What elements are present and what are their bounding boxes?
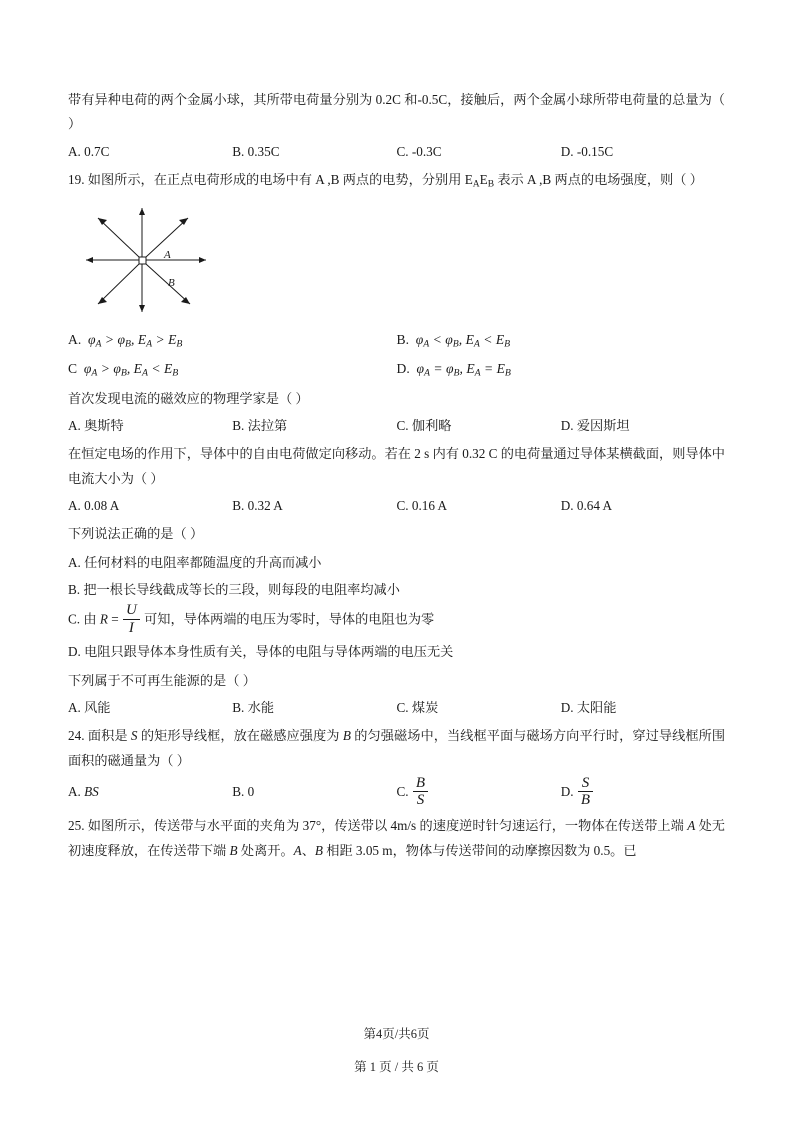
question-22 [68,522,725,664]
question-24-options [68,775,725,810]
option-a[interactable]: A. 0.08 A [68,498,120,514]
option-a[interactable]: A. 奥斯特 [68,418,124,434]
option-d[interactable]: D. $\frac{S}{B}$ [561,775,725,810]
question-25-stem: 25. 如图所示，传送带与水平面的夹角为 37°，传送带以 4m/s 的速度逆时针匀速运行，一物体在传送带上端 A 处无初速度释放，在传送带下端 B 处离开。A、B 相距 3.05 m，物体与传送带间的动摩擦因数为 0.5。已 [68,818,725,858]
question-25 [68,814,725,863]
option-d[interactable]: D. 0.64 A [560,498,613,514]
question-18 [68,88,725,164]
option-b[interactable]: B. 法拉第 [232,418,288,434]
question-22-options [68,549,725,665]
figure-label-a: A [164,248,171,261]
question-24 [68,724,725,810]
option-d[interactable]: D. -0.15C [560,143,614,159]
option-d[interactable]: D. 爱因斯坦 [560,418,630,434]
question-18-options [68,139,725,164]
option-b[interactable]: B. 0.35C [232,143,280,159]
option-c[interactable]: C. 伽利略 [396,418,452,434]
question-19 [68,168,725,383]
question-21-stem: 在恒定电场的作用下，导体中的自由电荷做定向移动。若在 2 s 内有 0.32 C 的电荷量通过导体某横截面，则导体中电流大小为（ ） [68,446,725,486]
question-19-options-row2 [68,356,725,383]
point-charge-field-diagram [68,200,725,325]
option-b[interactable]: B. 0.32 A [232,498,283,514]
question-23-options [68,695,725,720]
option-c[interactable]: C. 由 R = $\frac{U}{I}$ 可知，导体两端的电压为零时，导体的电阻也为零 [68,601,435,636]
option-b[interactable]: B. 把一根长导线截成等长的三段，则每段的电阻率均减小 [68,581,400,597]
option-d[interactable]: D. $\varphi_A = \varphi_B$, $E_A = E_B$ [396,360,511,379]
question-23-stem: 下列属于不可再生能源的是（ ） [68,672,256,688]
option-b[interactable]: B. 0 [232,783,255,799]
option-c[interactable]: C. $\frac{B}{S}$ [397,775,561,810]
option-a[interactable]: A. 任何材料的电阻率都随温度的升高而减小 [68,554,322,570]
question-20 [68,387,725,439]
question-21-options [68,493,725,518]
question-20-options [68,413,725,438]
option-b[interactable]: B. $\varphi_A < \varphi_B$, $E_A < E_B$ [396,331,511,350]
option-a[interactable]: A. BS [68,783,99,799]
option-c[interactable]: C. 煤炭 [396,700,439,715]
option-c[interactable]: C. 0.16 A [396,498,448,514]
footer-page-number-secondary: 第 1 页 / 共 6 页 [354,1060,439,1074]
question-20-stem: 首次发现电流的磁效应的物理学家是（ ） [68,390,309,406]
option-b[interactable]: B. 水能 [232,700,275,715]
question-18-stem: 带有异种电荷的两个金属小球，其所带电荷量分别为 0.2C 和-0.5C，接触后，两个金属小球所带电荷量的总量为（ ） [68,92,725,132]
option-a[interactable]: A. $\varphi_A > \varphi_B$, $E_A > E_B$ [68,331,183,350]
footer-page-number: 第4页/共6页 [363,1027,430,1041]
option-c[interactable]: C. -0.3C [396,143,442,159]
field-lines-icon [78,200,268,320]
question-22-stem: 下列说法正确的是（ ） [68,526,204,542]
option-a[interactable]: A. 风能 [68,700,111,715]
question-24-stem: 24. 面积是 S 的矩形导线框，放在磁感应强度为 B 的匀强磁场中，当线框平面与磁场方向平行时，穿过导线框所围面积的磁通量为（ ） [68,728,726,768]
question-21 [68,442,725,518]
question-23 [68,669,725,721]
option-c[interactable]: C $\varphi_A > \varphi_B$, $E_A < E_B$ [68,360,179,379]
question-19-options-row1 [68,327,725,354]
question-19-stem: 19. 如图所示，在正点电荷形成的电场中有 A ,B 两点的电势，分别用 $E_AE_B$ 表示 A ,B 两点的电场强度，则（ ） [68,171,703,190]
figure-label-b: B [168,276,175,289]
option-d[interactable]: D. 太阳能 [560,700,617,715]
option-d[interactable]: D. 电阻只跟导体本身性质有关，导体的电阻与导体两端的电压无关 [68,643,454,659]
option-a[interactable]: A. 0.7C [68,143,110,159]
